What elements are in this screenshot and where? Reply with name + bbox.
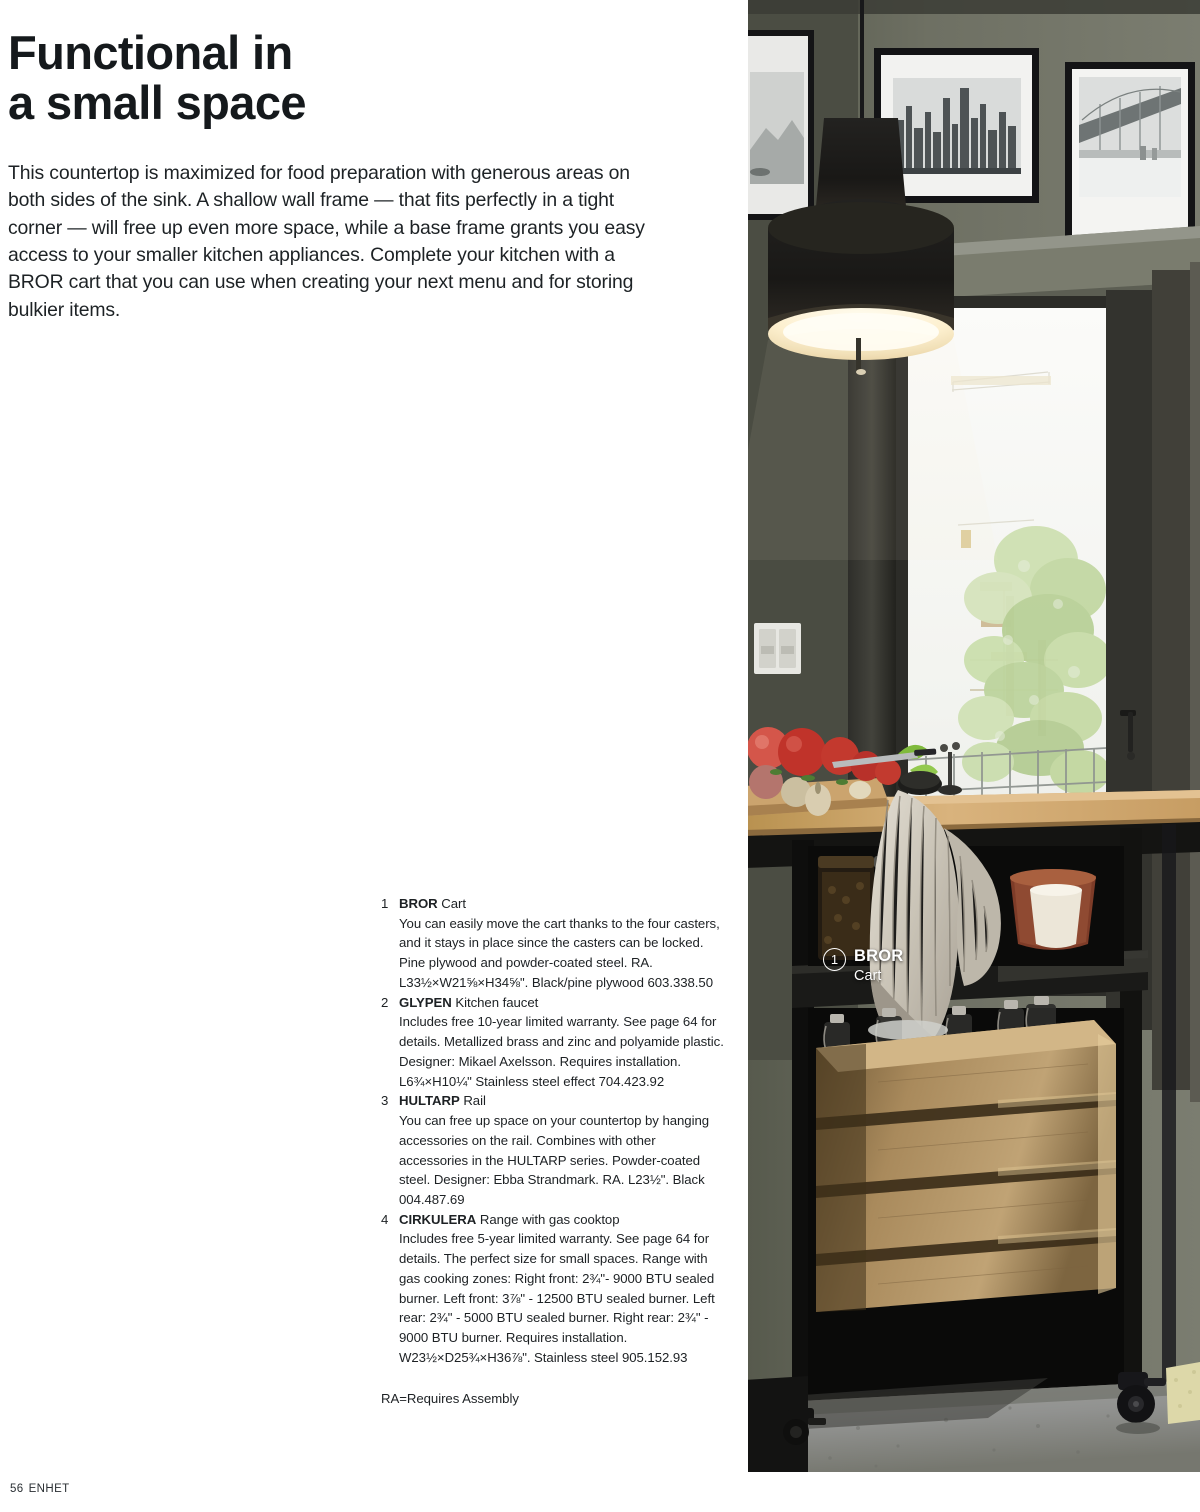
product-description: You can free up space on your countertop by hanging accessories on the rail. Combines with other accessories in the HULTARP series. Powder-coated steel. Designer: Ebba Strandmark. RA. L23½". Black 004.487.69 [399, 1113, 710, 1208]
assembly-footnote: RA=Requires Assembly [381, 1390, 519, 1406]
page-series-label: ENHET [28, 1483, 70, 1495]
product-callout-bror [823, 947, 903, 985]
product-title [399, 995, 538, 1010]
product-item-bror [381, 894, 726, 993]
product-kind: Rail [463, 1093, 486, 1109]
page-number: 56 [10, 1483, 24, 1495]
product-title [399, 896, 466, 911]
product-name: HULTARP [399, 1093, 460, 1109]
product-number: 3 [381, 1093, 389, 1109]
product-body [399, 993, 726, 1092]
product-body [399, 1091, 726, 1209]
product-list [381, 894, 726, 1408]
callout-product-name: BROR [854, 947, 904, 965]
product-kind: Kitchen faucet [455, 994, 539, 1010]
intro-paragraph: This countertop is maximized for food preparation with generous areas on both sides of the sink. A shallow wall frame — that fits perfectly in a tight corner — will free up even more space, while a base frame grants you easy access to your smaller kitchen appliances. Complete your kitchen with a BROR cart that you can use when creating your next menu and for storing bulkier items. [8, 162, 645, 321]
callout-text [854, 947, 903, 985]
callout-number-badge: 1 [823, 948, 846, 971]
kitchen-photo-illustration [748, 0, 1200, 1472]
product-kind: Cart [441, 896, 466, 911]
product-body [399, 894, 726, 993]
product-name: CIRKULERA [399, 1211, 477, 1227]
callout-product-kind: Cart [854, 967, 882, 984]
product-name: BROR [399, 896, 438, 911]
product-title [399, 1212, 620, 1227]
product-number: 2 [381, 994, 389, 1010]
product-body [399, 1210, 726, 1368]
page-footer [10, 1483, 70, 1495]
product-item-hultarp [381, 1091, 726, 1209]
product-description: Includes free 5-year limited warranty. See page 64 for details. The perfect size for small spaces. Range with gas cooking zones: Right front: 2¾"- 9000 BTU sealed burner. Left front: 3⅞" - 12500 BTU sealed burner. Left rear: 2¾" - 5000 BTU sealed burner. Right rear: 2¾" - 9000 BTU burner. Requires installation. W23½×D25¾×H36⅞". Stainless steel 905.152.93 [399, 1231, 715, 1365]
product-number: 4 [381, 1211, 389, 1227]
product-title [399, 1093, 486, 1108]
page-title-line-2: a small space [8, 76, 306, 130]
product-item-glypen [381, 993, 726, 1092]
page-title-line-1: Functional in [8, 26, 293, 79]
product-description: You can easily move the cart thanks to the four casters, and it stays in place since the casters can be locked. Pine plywood and powder-coated steel. RA. L33½×W21⅝×H34⅝". Black/pine plywood 603.338.50 [399, 915, 720, 990]
product-name: GLYPEN [399, 994, 452, 1010]
product-description: Includes free 10-year limited warranty. See page 64 for details. Metallized brass and zinc and polyamide plastic. Designer: Mikael Axelsson. Requires installation. L6¾×H10¼" Stainless steel effect 704.423.92 [399, 1014, 724, 1089]
product-kind: Range with gas cooktop [479, 1211, 620, 1227]
product-item-cirkulera [381, 1210, 726, 1368]
kitchen-photo [748, 0, 1200, 1472]
product-number: 1 [381, 896, 389, 911]
page-title [8, 28, 648, 129]
